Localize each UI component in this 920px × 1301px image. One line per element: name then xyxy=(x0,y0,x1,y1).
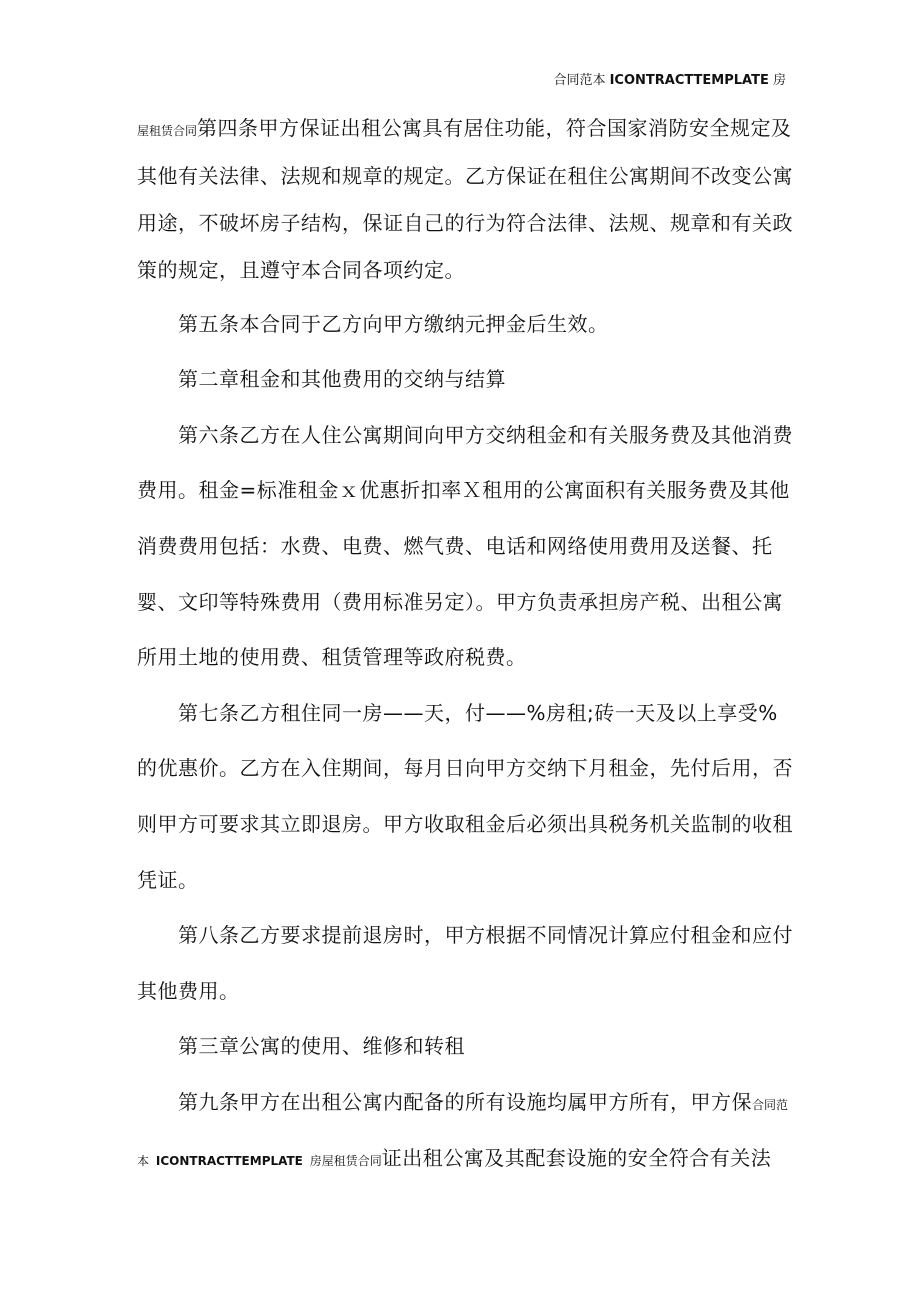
inline-header-fragment: 房屋租赁合同 xyxy=(309,1154,382,1168)
paragraph-line: 其他有关法律、法规和规章的规定。乙方保证在租住公寓期间不改变公寓 xyxy=(137,164,793,188)
article-9 xyxy=(178,1088,788,1119)
paragraph-line: 则甲方可要求其立即退房。甲方收取租金后必须出具税务机关监制的收租 xyxy=(137,812,793,836)
header-brand: ICONTRACTTEMPLATE xyxy=(609,73,769,88)
chapter-2-heading: 第二章租金和其他费用的交纳与结算 xyxy=(178,367,506,391)
page-header xyxy=(553,72,786,90)
paragraph-line: 所用土地的使用费、租赁管理等政府税费。 xyxy=(137,645,527,669)
line-text: 第九条甲方在出租公寓内配备的所有设施均属甲方所有，甲方保 xyxy=(178,1090,752,1114)
paragraph-line: 费用。租金=标准租金ｘ优惠折扣率Ｘ租用的公寓面积有关服务费及其他 xyxy=(137,478,790,502)
line-text: 证出租公寓及其配套设施的安全符合有关法 xyxy=(381,1146,772,1170)
article-7: 第七条乙方租住同一房——天，付——%房租;砖一天及以上享受% xyxy=(178,701,778,725)
paragraph-line xyxy=(137,114,792,145)
paragraph-line: 凭证。 xyxy=(137,868,199,892)
article-8: 第八条乙方要求提前退房时，甲方根据不同情况计算应付租金和应付 xyxy=(178,923,793,947)
line-text: 第四条甲方保证出租公寓具有居住功能，符合国家消防安全规定及 xyxy=(197,116,792,140)
article-6: 第六条乙方在人住公寓期间向甲方交纳租金和有关服务费及其他消费 xyxy=(178,423,793,447)
paragraph-line: 的优惠价。乙方在入住期间，每月日向甲方交纳下月租金，先付后用，否 xyxy=(137,756,793,780)
chapter-3-heading: 第三章公寓的使用、维修和转租 xyxy=(178,1034,465,1058)
inline-header-brand: ICONTRACTTEMPLATE xyxy=(155,1154,303,1168)
paragraph-line: 用途，不破坏房子结构，保证自己的行为符合法律、法规、规章和有关政 xyxy=(137,211,793,235)
header-prefix: 合同范本 xyxy=(553,73,606,88)
article-5: 第五条本合同于乙方向甲方缴纳元押金后生效。 xyxy=(178,312,609,336)
paragraph-line: 其他费用。 xyxy=(137,979,240,1003)
paragraph-line: 策的规定，且遵守本合同各项约定。 xyxy=(137,258,465,282)
inline-header-fragment: 本 xyxy=(137,1154,150,1168)
inline-header-fragment: 屋租赁合同 xyxy=(137,124,198,138)
inline-header-fragment: 合同范 xyxy=(752,1098,789,1112)
header-suffix: 房 xyxy=(772,73,786,88)
paragraph-line xyxy=(137,1144,787,1175)
paragraph-line: 婴、文印等特殊费用（费用标准另定）。甲方负责承担房产税、出租公寓 xyxy=(137,590,783,614)
paragraph-line: 消费费用包括：水费、电费、燃气费、电话和网络使用费用及送餐、托 xyxy=(137,534,773,558)
